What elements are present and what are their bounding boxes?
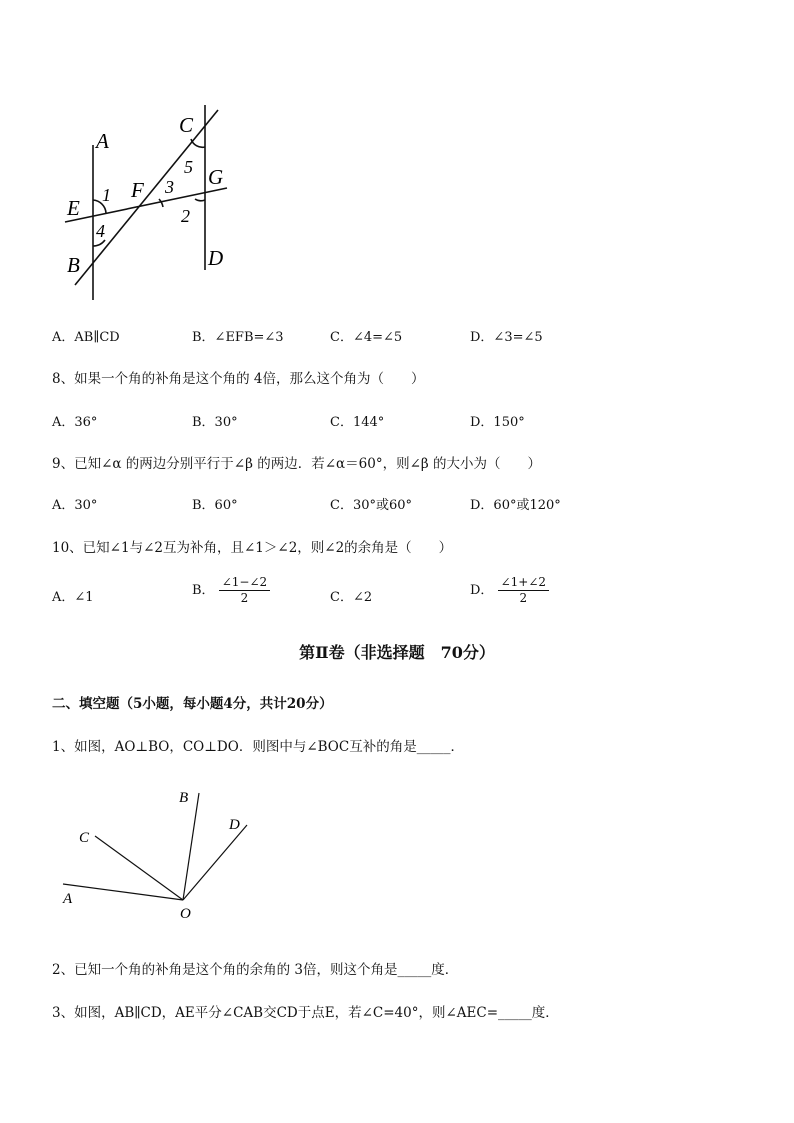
fraction [219, 575, 270, 606]
label-C: C [79, 830, 90, 846]
q10-option-b-prefix: B． [192, 583, 215, 598]
q9-text: 9、已知∠α 的两边分别平行于∠β 的两边．若∠α＝60°，则∠β 的大小为（ ） [52, 456, 541, 472]
figure-angles-O [55, 780, 255, 925]
angle-label-5: 5 [184, 157, 193, 177]
fraction-denominator: 2 [240, 591, 249, 605]
q10-option-d-prefix: D． [470, 583, 494, 598]
q9-option-c: C．30°或60° [330, 498, 413, 513]
label-D: D [208, 246, 224, 270]
label-B: B [179, 790, 189, 806]
q9-option-a: A．30° [52, 498, 98, 513]
label-E: E [67, 196, 80, 220]
arc-angle-2 [195, 199, 205, 201]
arc-angle-3 [159, 199, 163, 207]
q7-option-d: D．∠3=∠5 [470, 330, 543, 345]
label-D: D [229, 817, 240, 833]
figure-parallel-lines [55, 100, 245, 305]
fraction [498, 575, 549, 606]
section2-heading: 二、填空题（5小题，每小题4分，共计20分） [52, 696, 333, 712]
label-G: G [208, 165, 224, 189]
label-A: A [96, 129, 109, 153]
angle-label-4: 4 [96, 221, 105, 241]
q10-option-b [192, 575, 270, 606]
label-A: A [63, 891, 73, 907]
q10-option-c: C．∠2 [330, 590, 373, 605]
angle-label-1: 1 [102, 185, 111, 205]
angle-label-3: 3 [165, 177, 174, 197]
q10-option-a: A．∠1 [52, 590, 94, 605]
q7-option-a: A．AB∥CD [52, 330, 120, 345]
q10-text: 10、已知∠1与∠2互为补角，且∠1＞∠2，则∠2的余角是（ ） [52, 540, 453, 556]
fill1-text: 1、如图，AO⊥BO，CO⊥DO．则图中与∠BOC互补的角是_____． [52, 739, 464, 755]
fraction-numerator: ∠1−∠2 [219, 575, 270, 591]
q8-option-a: A．36° [52, 415, 98, 430]
label-C: C [179, 113, 194, 137]
part2-title: 第Ⅱ卷（非选择题 70分） [299, 643, 495, 662]
fraction-numerator: ∠1+∠2 [498, 575, 549, 591]
q9-option-b: B．60° [192, 498, 238, 513]
angle-label-2: 2 [181, 206, 190, 226]
label-B: B [67, 253, 80, 277]
label-F: F [131, 178, 144, 202]
q8-text: 8、如果一个角的补角是这个角的 4倍，那么这个角为（ ） [52, 371, 425, 387]
q7-option-c: C．∠4=∠5 [330, 330, 403, 345]
q8-option-d: D．150° [470, 415, 525, 430]
fill2-text: 2、已知一个角的补角是这个角的余角的 3倍，则这个角是_____度． [52, 962, 459, 978]
fraction-denominator: 2 [519, 591, 528, 605]
q9-option-d: D．60°或120° [470, 498, 561, 513]
line-EG [65, 188, 227, 222]
fill3-text: 3、如图，AB∥CD，AE平分∠CAB交CD于点E，若∠C=40°，则∠AEC=_____度． [52, 1005, 559, 1021]
q8-option-b: B．30° [192, 415, 238, 430]
q10-option-d [470, 575, 549, 606]
q7-option-b: B．∠EFB=∠3 [192, 330, 284, 345]
label-O: O [180, 906, 191, 922]
q8-option-c: C．144° [330, 415, 385, 430]
